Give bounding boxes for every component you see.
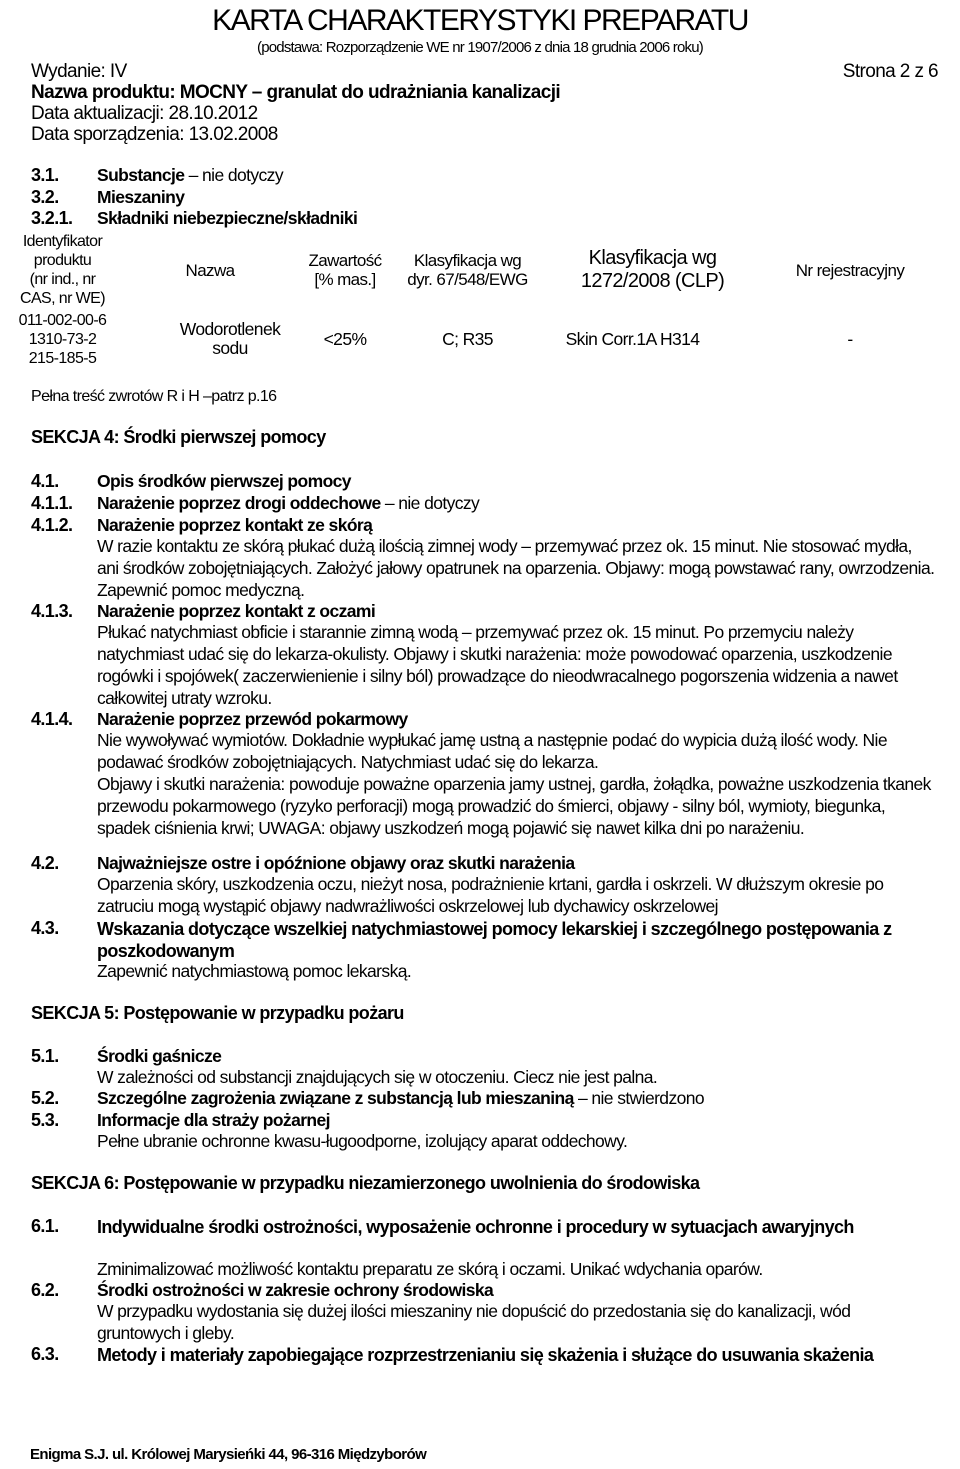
section-number: 4.3.	[31, 918, 59, 938]
footer-address: Enigma S.J. ul. Królowej Marysieńki 44, 96-316 Międzyborów	[30, 1446, 427, 1463]
header-clp-classification: Klasyfikacja wg 1272/2008 (CLP)	[580, 247, 725, 292]
item-4-2-title: Najważniejsze ostre i opóźnione objawy oraz skutki narażenia	[97, 853, 575, 873]
composition-table	[0, 230, 935, 368]
update-date: Data aktualizacji: 28.10.2012	[31, 103, 258, 124]
item-5-3-text: Pełne ubranie ochronne kwasu-ługoodporne, izolujący aparat oddechowy.	[97, 1131, 628, 1151]
section-number: 4.2.	[31, 853, 59, 873]
item-4-1-3-text: Płukać natychmiast obficie i starannie zimną wodą – przemywać przez ok. 15 minut. Po przemyciu należy natychmiast udać się do lekarza-okulisty. Objawy i skutki narażenia: może powodować oparzenia, uszkodzenie rogówki i spojówek( zaczerwienienie i silny ból) prowadzące do nieodwracalnego pogorszenia widzenia a nawet całkowitej utraty wzroku.	[97, 622, 898, 708]
item-5-2: Szczególne zagrożenia związane z substancją lub mieszaniną – nie stwierdzono	[97, 1088, 704, 1108]
header-name: Nazwa	[185, 260, 235, 280]
table-row	[0, 310, 935, 368]
cell-concentration: <25%	[323, 328, 367, 349]
document-subtitle: (podstawa: Rozporządzenie WE nr 1907/2006 z dnia 18 grudnia 2006 roku)	[257, 39, 703, 56]
item-4-1-title: Opis środków pierwszej pomocy	[97, 471, 351, 491]
page-number: Strona 2 z 6	[842, 61, 938, 82]
header-concentration: Zawartość [% mas.]	[308, 251, 382, 289]
item-4-2-text: Oparzenia skóry, uszkodzenia oczu, nieżyt nosa, podrażnienie krtani, gardła i oskrzeli. W dłuższym okresie po zatruciu mogą wystąpić objawy nadwrażliwości oskrzelowej lub dychawicy oskrzelowej	[97, 874, 884, 916]
section-4-heading: SEKCJA 4: Środki pierwszej pomocy	[31, 427, 326, 447]
cell-registration: -	[847, 328, 853, 349]
item-6-3-title: Metody i materiały zapobiegające rozprzestrzenianiu się skażenia i służące do usuwania skażenia	[97, 1345, 874, 1365]
header-identifier: Identyfikator produktu (nr ind., nr CAS, nr WE)	[20, 233, 105, 307]
section-number: 5.1.	[31, 1046, 59, 1066]
item-3-1	[97, 165, 283, 186]
section-number: 3.1.	[31, 165, 59, 185]
item-4-1-4-title: Narażenie poprzez przewód pokarmowy	[97, 709, 408, 729]
section-number: 5.3.	[31, 1110, 59, 1130]
item-4-1-2-title: Narażenie poprzez kontakt ze skórą	[97, 515, 373, 535]
item-4-3-text: Zapewnić natychmiastową pomoc lekarską.	[97, 961, 412, 981]
item-3-1-title: Substancje	[97, 165, 185, 185]
cell-clp-classification: Skin Corr.1A H314	[565, 328, 700, 349]
item-3-2-1-title: Składniki niebezpieczne/składniki	[97, 208, 358, 228]
creation-date: Data sporządzenia: 13.02.2008	[31, 124, 278, 145]
section-number: 3.2.1.	[31, 208, 73, 228]
item-6-2-title: Środki ostrożności w zakresie ochrony środowiska	[97, 1280, 494, 1300]
section-number: 4.1.	[31, 471, 59, 491]
edition: Wydanie: IV	[31, 61, 127, 82]
item-4-1-4-text-b: Objawy i skutki narażenia: powoduje poważne oparzenia jamy ustnej, gardła, żołądka, poważne uszkodzenia tkanek przewodu pokarmowego (ryzyko perforacji) mogą prowadzić do śmierci, objawy - silny ból, wymioty, biegunka, spadek ciśnienia krwi; UWAGA: objawy uszkodzeń mogą pojawić się nawet kilka dni po narażeniu.	[97, 774, 931, 838]
item-6-1-text: Zminimalizować możliwość kontaktu preparatu ze skórą i oczami. Unikać wdychania oparów.	[97, 1259, 763, 1279]
item-5-1-title: Środki gaśnicze	[97, 1046, 222, 1066]
section-number: 4.1.1.	[31, 493, 73, 513]
item-5-1-text: W zależności od substancji znajdujących się w otoczeniu. Ciecz nie jest palna.	[97, 1067, 658, 1087]
product-name: Nazwa produktu: MOCNY – granulat do udrażniania kanalizacji	[31, 82, 561, 103]
section-number: 4.1.4.	[31, 709, 73, 729]
item-4-1-4-text-a: Nie wywoływać wymiotów. Dokładnie wypłukać jamę ustną a następnie podać do wypicia dużą ilość wody. Nie podawać środków zobojętniających. Natychmiast udać się do lekarza.	[97, 730, 887, 772]
item-4-1-3-title: Narażenie poprzez kontakt z oczami	[97, 601, 376, 621]
item-4-1-1: Narażenie poprzez drogi oddechowe – nie dotyczy	[97, 493, 480, 513]
header-dsd-classification: Klasyfikacja wg dyr. 67/548/EWG	[407, 251, 528, 289]
section-6-heading: SEKCJA 6: Postępowanie w przypadku niezamierzonego uwolnienia do środowiska	[31, 1173, 700, 1193]
item-4-1-2-text: W razie kontaktu ze skórą płukać dużą ilością zimnej wody – przemywać przez ok. 15 minut. Nie stosować mydła, ani środków zobojętniających. Założyć jałowy opatrunek na oparzenia. Objawy: mogą powstawać rany, owrzodzenia. Zapewnić pomoc medyczną.	[97, 536, 935, 600]
item-5-3-title: Informacje dla straży pożarnej	[97, 1110, 330, 1130]
item-3-2-title: Mieszaniny	[97, 187, 185, 207]
cell-dsd-classification: C; R35	[442, 328, 493, 349]
section-number: 6.1.	[31, 1216, 59, 1236]
section-number: 3.2.	[31, 187, 59, 207]
cell-identifier: 011-002-00-6 1310-73-2 215-185-5	[18, 311, 107, 367]
header-registration: Nr rejestracyjny	[795, 260, 905, 280]
section-number: 4.1.2.	[31, 515, 73, 535]
item-4-3-title: Wskazania dotyczące wszelkiej natychmiastowej pomocy lekarskiej i szczególnego postępowania z poszkodowanym	[97, 919, 892, 961]
section-number: 6.3.	[31, 1344, 59, 1364]
item-6-2-text: W przypadku wydostania się dużej ilości mieszaniny nie dopuścić do przedostania się do kanalizacji, wód gruntowych i gleby.	[97, 1301, 851, 1343]
section-5-heading: SEKCJA 5: Postępowanie w przypadku pożaru	[31, 1003, 404, 1023]
document-title: KARTA CHARAKTERYSTYKI PREPARATU	[212, 4, 748, 37]
item-6-1-title: Indywidualne środki ostrożności, wyposażenie ochronne i procedury w sytuacjach awaryjnych	[97, 1217, 854, 1237]
section-number: 4.1.3.	[31, 601, 73, 621]
cell-name: Wodorotlenek sodu	[179, 319, 281, 358]
r-h-phrases-note: Pełna treść zwrotów R i H –patrz p.16	[31, 388, 277, 405]
table-header-row	[0, 230, 935, 310]
item-3-1-note: – nie dotyczy	[184, 165, 283, 185]
section-number: 6.2.	[31, 1280, 59, 1300]
section-number: 5.2.	[31, 1088, 59, 1108]
